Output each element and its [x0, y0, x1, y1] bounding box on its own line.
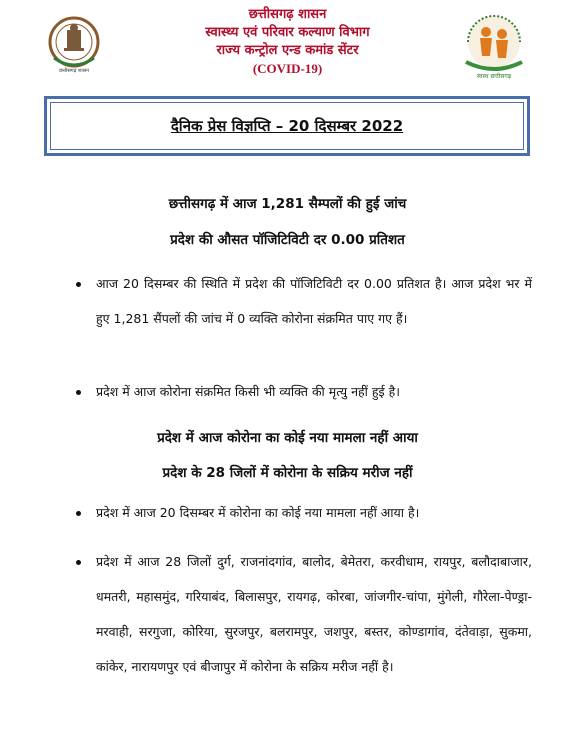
section1-heading-positivity: प्रदेश की औसत पॉजिटिविटी दर 0.00 प्रतिशत [170, 232, 405, 248]
seal-text: छत्तीसगढ़ शासन [59, 68, 89, 74]
section2-heading-no-new-cases: प्रदेश में आज कोरोना का कोई नया मामला नहीं आया [157, 430, 418, 446]
list-item [76, 374, 532, 409]
bullet-icon [76, 511, 81, 516]
logo-tagline: स्वस्थ छत्तीसगढ़ [476, 73, 512, 80]
bullet-text: प्रदेश में आज 20 दिसम्बर में कोरोना का कोई नया मामला नहीं आया है। [96, 505, 420, 520]
header-line-government: छत्तीसगढ़ शासन [248, 7, 327, 22]
list-item [76, 495, 532, 530]
header-line-department: स्वास्थ्य एवं परिवार कल्याण विभाग [205, 25, 370, 40]
bullet-text: प्रदेश में आज 28 जिलों दुर्ग, राजनांदगांव, बालोद, बेमेतरा, करवीधाम, रायपुर, बलौदाबाजार, धमतरी, महासमुंद, गरियाबंद, बिलासपुर, रायगढ़, कोरबा, जांजगीर-चांपा, मुंगेली, गौरेला-पेण्ड्रा-मरवाही, सरगुजा, कोरिया, सुरजपुर, बलरामपुर, जशपुर, बस्तर, कोण्डागांव, दंतेवाड़ा, सुकमा, कांकेर, नारायणपुर एवं बीजापुर में कोरोना के सक्रिय मरीज नहीं है। [96, 554, 532, 674]
press-release-title-box [44, 96, 530, 156]
bullet-text: आज 20 दिसम्बर की स्थिति में प्रदेश की पॉजिटिविटी दर 0.00 प्रतिशत है। आज प्रदेश भर में हुए 1,281 सैंपलों की जांच में 0 व्यक्ति कोरोना संक्रमित पाए गए हैं। [96, 276, 532, 326]
press-release-title: दैनिक प्रेस विज्ञप्ति – 20 दिसम्बर 2022 [170, 117, 404, 135]
bullet-icon [76, 282, 81, 287]
list-item [76, 266, 532, 336]
bullet-icon [76, 560, 81, 565]
government-seal-icon [48, 14, 100, 74]
header-line-control-center: राज्य कन्ट्रोल एन्ड कमांड सेंटर [216, 43, 359, 58]
section2-heading-no-active-cases: प्रदेश के 28 जिलों में कोरोना के सक्रिय मरीज नहीं [162, 465, 413, 481]
header-text-block [150, 6, 425, 78]
header-line-covid: (COVID-19) [252, 61, 323, 76]
document-header [0, 0, 575, 90]
health-dept-logo-icon [458, 12, 530, 82]
list-item [76, 544, 532, 684]
bullet-text: प्रदेश में आज कोरोना संक्रमित किसी भी व्यक्ति की मृत्यु नहीं हुई है। [96, 384, 400, 399]
section1-heading-samples: छत्तीसगढ़ में आज 1,281 सैम्पलों की हुई जांच [168, 196, 407, 212]
bullet-icon [76, 390, 81, 395]
